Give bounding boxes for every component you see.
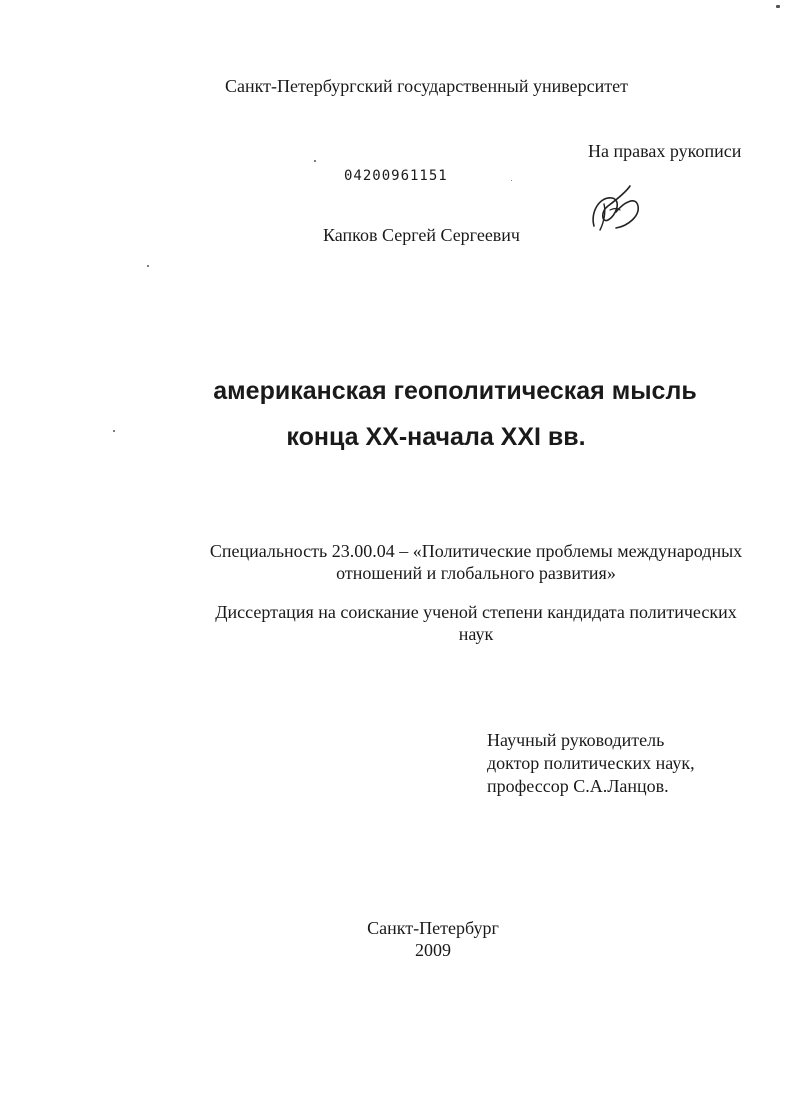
- supervisor-degree: доктор политических наук,: [487, 753, 695, 773]
- signature-image: [586, 182, 646, 240]
- scan-speck: [776, 5, 780, 8]
- specialty-block: [190, 540, 762, 584]
- scan-speck: [511, 180, 512, 181]
- title-line-1: американская геополитическая мысль: [213, 377, 697, 405]
- footer-block: [333, 917, 533, 961]
- supervisor-role: Научный руководитель: [487, 730, 665, 750]
- dissertation-block: [190, 601, 762, 645]
- footer-year: 2009: [415, 940, 451, 960]
- specialty-line-1: Специальность 23.00.04 – «Политические проблемы международных: [209, 541, 743, 561]
- document-number: 04200961151: [344, 168, 448, 184]
- rights-note: На правах рукописи: [588, 141, 742, 161]
- dissertation-line-2: наук: [458, 624, 494, 644]
- title-line-2: конца XX-начала XXI вв.: [286, 423, 586, 451]
- dissertation-line-1: Диссертация на соискание ученой степени кандидата политических: [215, 602, 737, 622]
- author-name: Капков Сергей Сергеевич: [323, 225, 520, 245]
- scan-speck: [147, 265, 149, 267]
- scan-speck: [314, 160, 316, 162]
- specialty-line-2: отношений и глобального развития»: [336, 563, 616, 583]
- footer-city: Санкт-Петербург: [367, 918, 499, 938]
- supervisor-name: профессор С.А.Ланцов.: [487, 776, 669, 796]
- university-name: Санкт-Петербургский государственный университет: [224, 76, 629, 96]
- scan-speck: [113, 430, 115, 432]
- supervisor-block: [487, 729, 695, 798]
